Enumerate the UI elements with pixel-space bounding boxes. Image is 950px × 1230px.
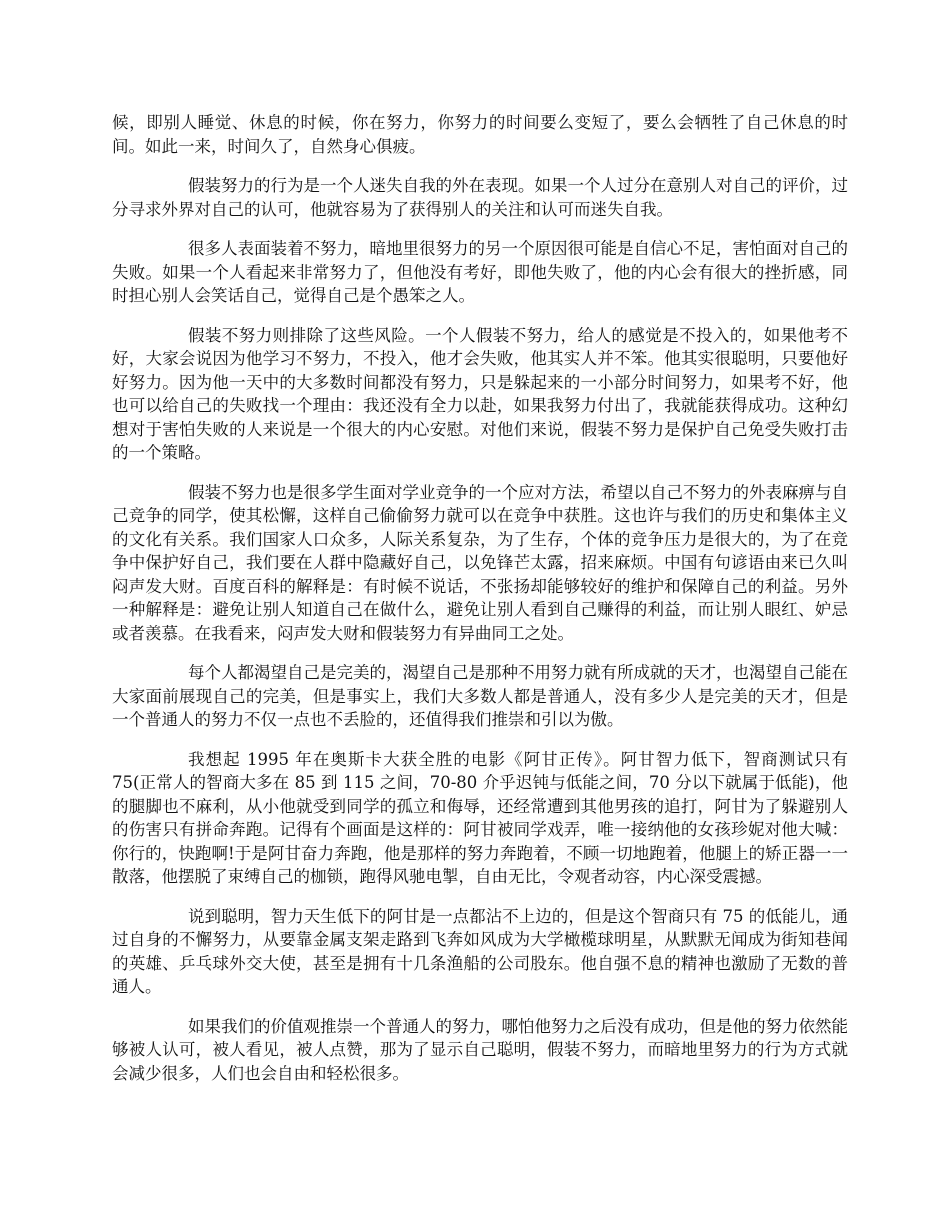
paragraph: 我想起 1995 年在奥斯卡大获全胜的电影《阿甘正传》。阿甘智力低下，智商测试只有 75(正常人的智商大多在 85 到 115 之间，70-80 介乎迟钝与低能之间，70 分以下就属于低能)，他的腿脚也不麻利，从小他就受到同学的孤立和侮辱，还经常遭到其他男孩的追打，阿甘为了躲避别人的伤害只有拼命奔跑。记得有个画面是这样的：阿甘被同学戏弄，唯一接纳他的女孩珍妮对他大喊：你行的，快跑啊!于是阿甘奋力奔跑，他是那样的努力奔跑着，不顾一切地跑着，他腿上的矫正器一一散落，他摆脱了束缚自己的枷锁，跑得风驰电掣，自由无比，令观者动容，内心深受震撼。 [112, 749, 848, 886]
paragraph: 很多人表面装着不努力，暗地里很努力的另一个原因很可能是自信心不足，害怕面对自己的失败。如果一个人看起来非常努力了，但他没有考好，即他失败了，他的内心会有很大的挫折感，同时担心别人会笑话自己，觉得自己是个愚笨之人。 [112, 239, 848, 305]
paragraph: 假装不努力则排除了这些风险。一个人假装不努力，给人的感觉是不投入的，如果他考不好，大家会说因为他学习不努力，不投入，他才会失败，他其实人并不笨。他其实很聪明，只要他好好努力。因为他一天中的大多数时间都没有努力，只是躲起来的一小部分时间努力，如果考不好，他也可以给自己的失败找一个理由：我还没有全力以赴，如果我努力付出了，我就能获得成功。这种幻想对于害怕失败的人来说是一个很大的内心安慰。对他们来说，假装不努力是保护自己免受失败打击的一个策略。 [112, 325, 848, 462]
paragraph: 说到聪明，智力天生低下的阿甘是一点都沾不上边的，但是这个智商只有 75 的低能儿，通过自身的不懈努力，从要靠金属支架走路到飞奔如风成为大学橄榄球明星，从默默无闻成为街知巷闻的英雄、乒乓球外交大使，甚至是拥有十几条渔船的公司股东。他自强不息的精神也激励了无数的普通人。 [112, 906, 848, 996]
document-body [112, 111, 848, 1101]
paragraph: 每个人都渴望自己是完美的，渴望自己是那种不用努力就有所成就的天才，也渴望自己能在大家面前展现自己的完美，但是事实上，我们大多数人都是普通人，没有多少人是完美的天才，但是一个普通人的努力不仅一点也不丢脸的，还值得我们推崇和引以为傲。 [112, 663, 848, 729]
paragraph: 如果我们的价值观推崇一个普通人的努力，哪怕他努力之后没有成功，但是他的努力依然能够被人认可，被人看见，被人点赞，那为了显示自己聪明，假装不努力，而暗地里努力的行为方式就会减少很多，人们也会自由和轻松很多。 [112, 1016, 848, 1083]
paragraph-continuation: 候，即别人睡觉、休息的时候，你在努力，你努力的时间要么变短了，要么会牺牲了自己休息的时间。如此一来，时间久了，自然身心俱疲。 [112, 113, 848, 156]
paragraph: 假装不努力也是很多学生面对学业竞争的一个应对方法，希望以自己不努力的外表麻痹与自己竞争的同学，使其松懈，这样自己偷偷努力就可以在竞争中获胜。这也许与我们的历史和集体主义的文化有关系。我们国家人口众多，人际关系复杂，为了生存，个体的竞争压力是很大的，为了在竞争中保护好自己，我们要在人群中隐藏好自己，以免锋芒太露，招来麻烦。中国有句谚语由来已久叫闷声发大财。百度百科的解释是：有时候不说话，不张扬却能够较好的维护和保障自己的利益。另外一种解释是：避免让别人知道自己在做什么，避免让别人看到自己赚得的利益，而让别人眼红、妒忌或者羡慕。在我看来，闷声发大财和假装努力有异曲同工之处。 [112, 482, 848, 643]
paragraph: 假装努力的行为是一个人迷失自我的外在表现。如果一个人过分在意别人对自己的评价，过分寻求外界对自己的认可，他就容易为了获得别人的关注和认可而迷失自我。 [112, 176, 848, 219]
